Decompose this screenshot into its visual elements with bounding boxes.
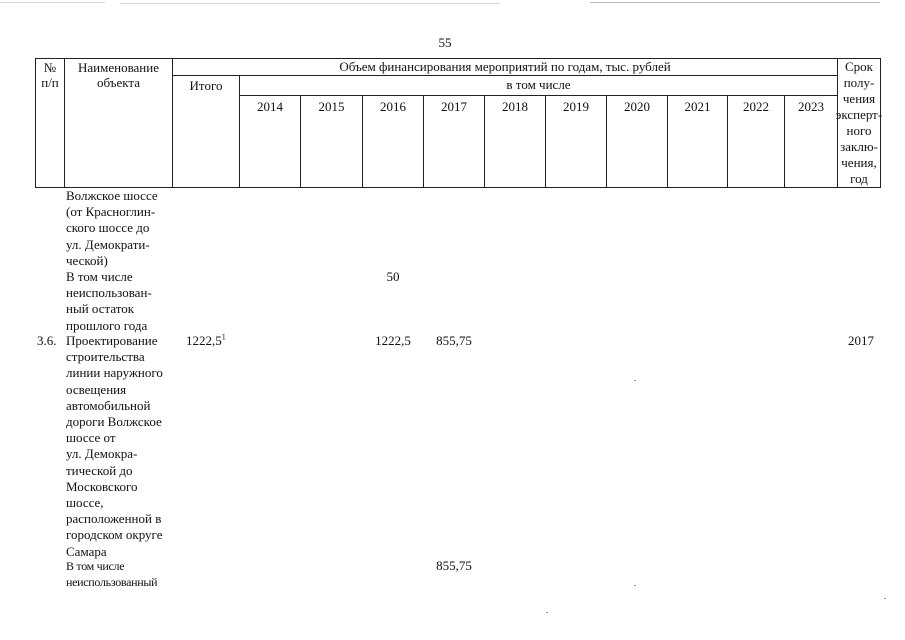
header-funding-title: Объем финансирования мероприятий по годам, тыс. рублей xyxy=(339,59,671,74)
header-name-label-1: Наименование xyxy=(78,60,159,75)
scan-edge-rule xyxy=(590,2,880,3)
header-bottom-border xyxy=(35,187,880,188)
scan-speck xyxy=(634,585,636,586)
header-divider xyxy=(240,95,837,96)
header-year-2016: 2016 xyxy=(380,99,406,114)
cell-term-value: 2017 xyxy=(848,333,874,348)
scan-edge-rule xyxy=(0,2,105,3)
scan-speck xyxy=(884,598,886,599)
footnote-marker: 1 xyxy=(221,332,226,342)
header-name-label-2: объекта xyxy=(96,75,141,90)
table-row-name: В том числе неиспользован- ный остаток прошлого года xyxy=(66,269,152,333)
table-row-name: Волжское шоссе (от Красноглин- ского шоссе до ул. Демократи- ческой) xyxy=(66,188,158,268)
header-year-2023: 2023 xyxy=(798,99,824,114)
page-number: 55 xyxy=(438,35,452,50)
header-year-2014: 2014 xyxy=(257,99,283,114)
table-row-name: В том числе неиспользованный xyxy=(66,559,158,590)
header-year-2018: 2018 xyxy=(502,99,528,114)
header-year-2020: 2020 xyxy=(624,99,650,114)
scan-edge-rule xyxy=(120,3,500,4)
header-number-label-2: п/п xyxy=(41,75,59,90)
scan-speck xyxy=(634,380,636,381)
header-year-2022: 2022 xyxy=(743,99,769,114)
header-year-2015: 2015 xyxy=(318,99,345,114)
header-year-2019: 2019 xyxy=(563,99,589,114)
header-year-2021: 2021 xyxy=(684,99,711,114)
scan-speck xyxy=(546,612,548,613)
header-including: в том числе xyxy=(506,77,571,92)
cell-2017-value: 855,75 xyxy=(436,333,472,348)
cell-2016-value: 1222,5 xyxy=(375,333,411,348)
cell-2017-value: 855,75 xyxy=(436,558,472,573)
cell-2016-value: 50 xyxy=(386,269,400,284)
row-number: 3.6. xyxy=(37,333,57,348)
header-year-2017: 2017 xyxy=(441,99,467,114)
cell-total-value: 1222,5$^1$ xyxy=(186,332,226,348)
header-term-label: Срок полу- чения эксперт- ного заклю- чения, год xyxy=(835,59,883,186)
table-row-name: Проектирование строительства линии наружного освещения автомобильной дороги Волжское шоссе от ул. Демокра- тической до Московского шоссе, расположенной в городском округе Самара xyxy=(66,333,163,559)
header-divider xyxy=(172,75,837,76)
header-number-label-1: № xyxy=(43,60,57,75)
header-total: Итого xyxy=(189,78,223,93)
